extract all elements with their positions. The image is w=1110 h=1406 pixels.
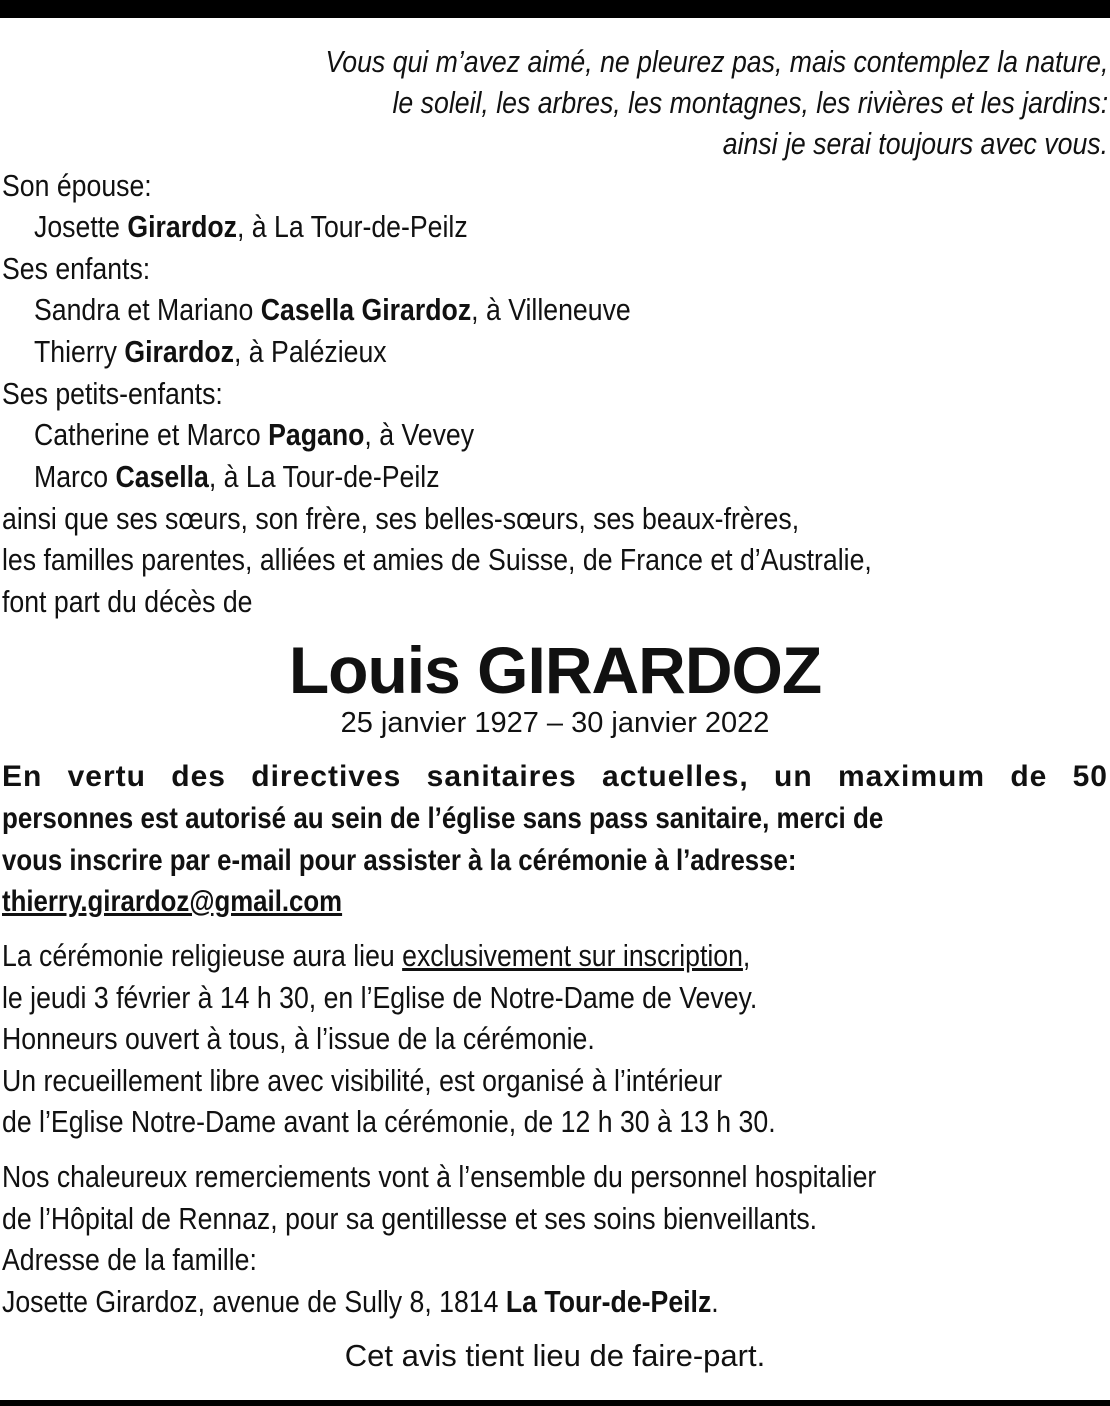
- ceremony-line: Un recueillement libre avec visibilité, est organisé à l’intérieur: [2, 1063, 723, 1098]
- quote-line: Vous qui m’avez aimé, ne pleurez pas, mais contemplez la nature,: [325, 44, 1108, 79]
- ceremony-line: Honneurs ouvert à tous, à l’issue de la cérémonie.: [2, 1021, 595, 1056]
- notice-line: En vertu des directives sanitaires actuelles, un maximum de 50: [2, 760, 1108, 793]
- spouse-entry: Josette Girardoz, à La Tour-de-Peilz: [34, 209, 468, 244]
- family-address: Josette Girardoz, avenue de Sully 8, 1814 La Tour-de-Peilz.: [2, 1284, 719, 1319]
- grandchildren-heading: Ses petits-enfants:: [2, 376, 223, 411]
- quote-line: ainsi je serai toujours avec vous.: [722, 126, 1108, 161]
- others-line: les familles parentes, alliées et amies de Suisse, de France et d’Australie,: [2, 542, 872, 577]
- grandchild-entry: Marco Casella, à La Tour-de-Peilz: [34, 459, 440, 494]
- deceased-dates: 25 janvier 1927 – 30 janvier 2022: [340, 707, 770, 739]
- top-rule: [0, 0, 1110, 18]
- registration-emphasis: exclusivement sur inscription: [402, 938, 743, 973]
- thanks-line: de l’Hôpital de Rennaz, pour sa gentillesse et ses soins bienveillants.: [2, 1201, 818, 1236]
- ceremony-line: de l’Eglise Notre-Dame avant la cérémonie, de 12 h 30 à 13 h 30.: [2, 1104, 776, 1139]
- closing-line: Cet avis tient lieu de faire-part.: [344, 1338, 766, 1373]
- children-heading: Ses enfants:: [2, 251, 151, 286]
- spouse-heading: Son épouse:: [2, 168, 152, 203]
- others-line: ainsi que ses sœurs, son frère, ses belles-sœurs, ses beaux-frères,: [2, 501, 800, 536]
- address-heading: Adresse de la famille:: [2, 1242, 257, 1277]
- grandchild-entry: Catherine et Marco Pagano, à Vevey: [34, 417, 475, 452]
- contact-email-link[interactable]: thierry.girardoz@gmail.com: [2, 885, 343, 918]
- thanks-line: Nos chaleureux remerciements vont à l’ensemble du personnel hospitalier: [2, 1159, 877, 1194]
- others-line: font part du décès de: [2, 584, 253, 619]
- notice-line: vous inscrire par e-mail pour assister à la cérémonie à l’adresse:: [2, 844, 797, 877]
- child-entry: Thierry Girardoz, à Palézieux: [34, 334, 387, 369]
- notice-line: personnes est autorisé au sein de l’église sans pass sanitaire, merci de: [2, 802, 884, 835]
- quote-line: le soleil, les arbres, les montagnes, les rivières et les jardins:: [392, 85, 1108, 120]
- child-entry: Sandra et Mariano Casella Girardoz, à Villeneuve: [34, 292, 631, 327]
- deceased-name: Louis GIRARDOZ: [288, 633, 822, 707]
- ceremony-line: le jeudi 3 février à 14 h 30, en l’Eglise de Notre-Dame de Vevey.: [2, 980, 758, 1015]
- bottom-rule: [0, 1400, 1110, 1406]
- ceremony-line: La cérémonie religieuse aura lieu exclusivement sur inscription,: [2, 938, 751, 973]
